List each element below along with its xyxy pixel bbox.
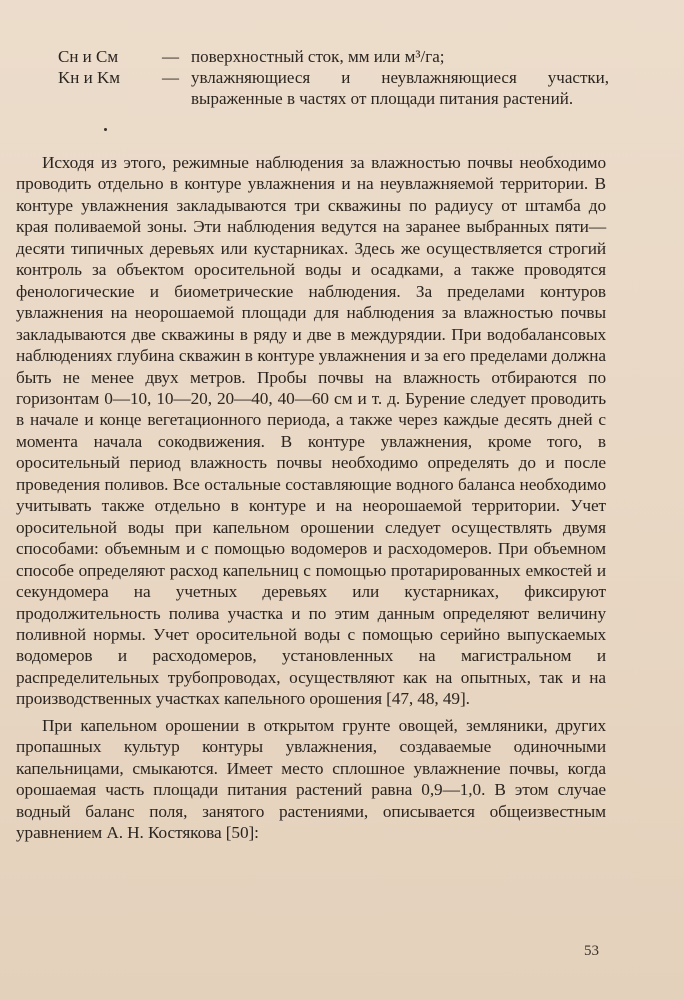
definition-row — [0, 46, 684, 67]
definition-row — [0, 67, 684, 109]
main-text — [16, 152, 606, 844]
definition-symbol: Cн и Cм — [58, 47, 119, 66]
definition-dash: — — [162, 68, 179, 87]
definition-text: поверхностный сток, мм или м³/га; — [191, 47, 445, 66]
definitions-list — [0, 46, 684, 109]
paragraph: При капельном орошении в открытом грунте овощей, земляники, других пропашных культур контуры увлажнения, создаваемые одиночными капельницами, смыкаются. Имеет место сплошное увлажнение почвы, когда орошаемая часть площади питания растений равна 0,9—1,0. В этом случае водный баланс поля, занятого растениями, описывается общеизвестным уравнением А. Н. Костякова [50]: — [16, 715, 606, 843]
paragraph: Исходя из этого, режимные наблюдения за влажностью почвы необходимо проводить отдельно в контуре увлажнения и на неувлажняемой территории. В контуре увлажнения закладываются три скважины по радиусу от штамба до края поливаемой зоны. Эти наблюдения ведутся на заранее выбранных пяти—десяти типичных деревьях или кустарниках. Здесь же осуществляется строгий контроль за объектом оросительной воды и осадками, а также проводятся фенологические и биометрические наблюдения. За пределами контуров увлажнения на неорошаемой площади для наблюдения за влажностью почвы закладываются две скважины в ряду и две в междурядии. При водобалансовых наблюдениях глубина скважин в контуре увлажнения и за его пределами должна быть не менее двух метров. Пробы почвы на влажность отбираются по горизонтам 0—10, 10—20, 20—40, 40—60 см и т. д. Бурение следует проводить в начале и конце вегетационного периода, а также через каждые десять дней с момента начала сокодвижения. В контуре увлажнения, кроме того, в оросительный период влажность почвы необходимо определять до и после проведения поливов. Все остальные составляющие водного баланса необходимо учитывать также отдельно в контуре и на неорошаемой территории. Учет оросительной воды при капельном орошении следует осуществлять двумя способами: объемным и с помощью водомеров и расходомеров. При объемном способе определяют расход капельниц с помощью протарированных емкостей и секундомера на учетных деревьях или кустарниках, фиксируют продолжительность полива участка и по этим данным определяют величину поливной нормы. Учет оросительной воды с помощью серийно выпускаемых водомеров и расходомеров, установленных на магистральном и распределительных трубопроводах, осуществляют как на опытных, так и на производственных участках капельного орошения [47, 48, 49]. — [16, 153, 606, 709]
definition-dash: — — [162, 47, 179, 66]
page-number: 53 — [584, 943, 599, 959]
print-speck — [104, 128, 107, 131]
definition-symbol: Kн и Kм — [58, 68, 121, 87]
definition-text: увлажняющиеся и неувлажняющиеся участки, выраженные в частях от площади питания растений. — [191, 68, 609, 108]
